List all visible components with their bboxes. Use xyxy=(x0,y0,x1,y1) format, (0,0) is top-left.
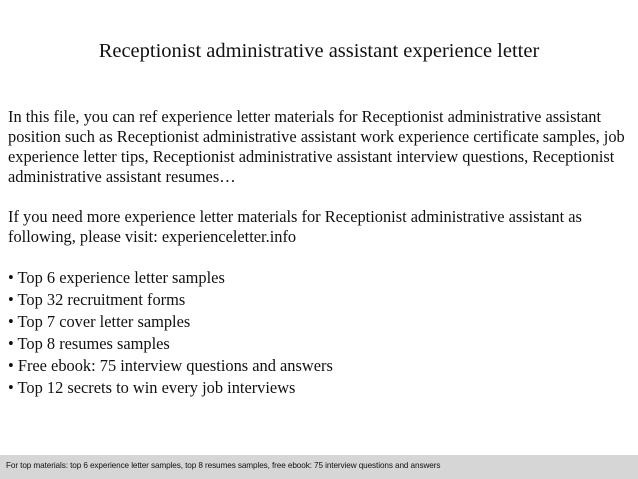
list-item: • Top 7 cover letter samples xyxy=(8,312,191,331)
list-item: • Top 32 recruitment forms xyxy=(8,290,186,309)
intro-paragraph: In this file, you can ref experience letter materials for Receptionist administrative assistant position such as Receptionist administrative assistant work experience certificate samples, job experience letter tips, Receptionist administrative assistant interview questions, Receptionist administrative assistant resumes… xyxy=(8,107,625,186)
document-title: Receptionist administrative assistant experience letter xyxy=(98,40,540,62)
list-item: • Top 12 secrets to win every job interviews xyxy=(8,378,296,397)
footer-text: For top materials: top 6 experience letter samples, top 8 resumes samples, free ebook: 75 interview questions and answers xyxy=(6,461,441,470)
materials-list xyxy=(8,267,333,399)
list-item: • Top 8 resumes samples xyxy=(8,334,170,353)
list-item: • Top 6 experience letter samples xyxy=(8,268,225,287)
footer-bar xyxy=(0,455,638,479)
list-item: • Free ebook: 75 interview questions and answers xyxy=(8,356,333,375)
more-materials-paragraph: If you need more experience letter materials for Receptionist administrative assistant as following, please visit: experienceletter.info xyxy=(8,207,582,246)
